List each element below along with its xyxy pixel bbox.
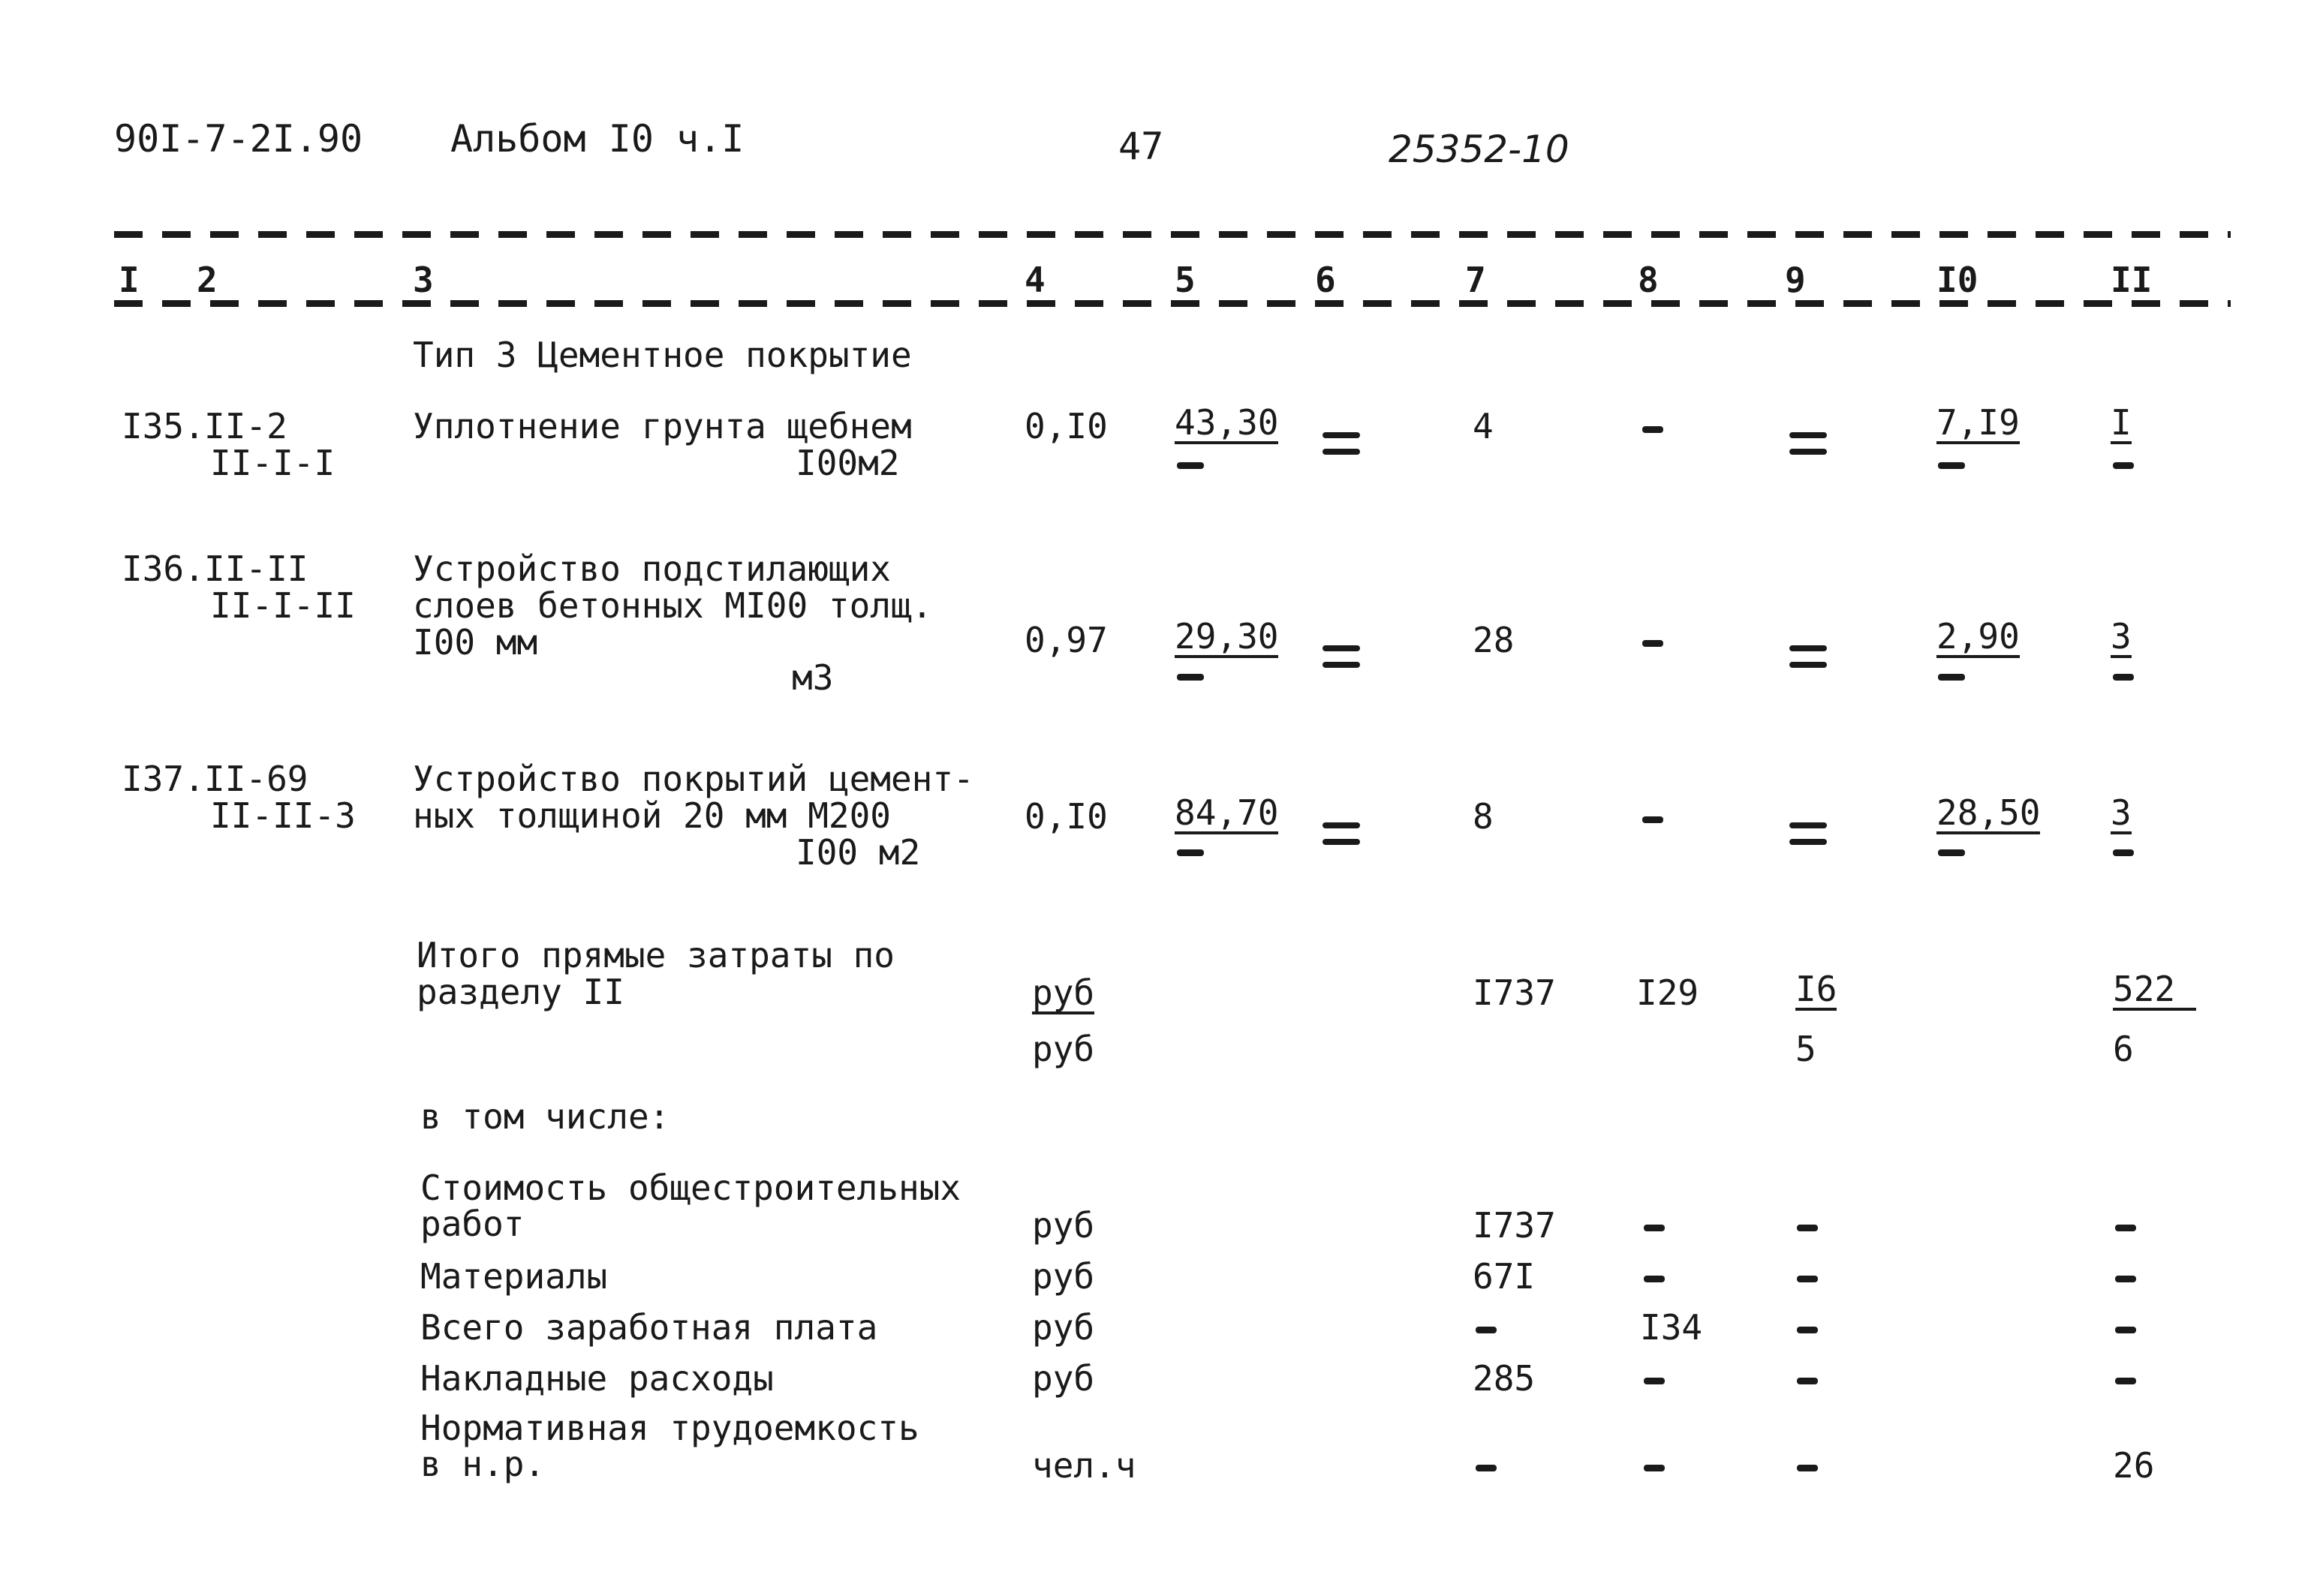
- work-description-line: ных толщиной 20 мм М200: [413, 795, 891, 836]
- quantity: 0,I0: [1025, 796, 1108, 837]
- total-col-11: 522: [2113, 972, 2196, 1011]
- breakdown-col-11: 26: [2113, 1445, 2155, 1486]
- dash-mark: [1797, 1465, 1818, 1471]
- total-unit-secondary: руб: [1032, 1029, 1095, 1069]
- col-5-label: 5: [1175, 260, 1196, 300]
- total-col-8: I29: [1636, 972, 1699, 1013]
- col-1-label: I: [119, 260, 140, 300]
- total-col-9-secondary: 5: [1795, 1029, 1816, 1069]
- row-number: I36.: [122, 549, 205, 589]
- dash-mark: [1642, 426, 1663, 433]
- col-7-label: 7: [1465, 260, 1486, 300]
- col-11-value: 3: [2111, 792, 2132, 833]
- unit-price: 84,70: [1175, 792, 1279, 833]
- dash-mark: [2113, 462, 2134, 469]
- total-label-line: разделу II: [417, 972, 624, 1012]
- total-label: Итого прямые затраты по: [417, 935, 895, 975]
- norm-code: II-II: [204, 549, 308, 589]
- dash-mark: [2115, 1327, 2136, 1333]
- norm-code-secondary: II-I-I: [210, 443, 336, 483]
- norm-code-secondary: II-I-II: [210, 585, 356, 626]
- dash-mark: [2115, 1225, 2136, 1231]
- ditto-mark: [1789, 642, 1827, 672]
- col-10-value: 2,90: [1936, 616, 2020, 657]
- col-10-label: I0: [1936, 260, 1979, 300]
- ditto-mark: [1789, 429, 1827, 459]
- col-7-value: 28: [1473, 620, 1515, 660]
- dash-mark: [1177, 674, 1204, 681]
- dash-mark: [2113, 849, 2134, 856]
- work-description-line: слоев бетонных МI00 толщ.: [413, 585, 933, 626]
- col-4-label: 4: [1025, 260, 1046, 300]
- dash-mark: [1797, 1378, 1818, 1384]
- album-label: Альбом I0 ч.I: [450, 117, 745, 161]
- quantity: 0,I0: [1025, 406, 1108, 446]
- ditto-mark: [1323, 429, 1360, 459]
- dash-mark: [1177, 462, 1204, 469]
- work-description: Уплотнение грунта щебнем: [413, 406, 912, 446]
- dash-mark: [1938, 462, 1965, 469]
- breakdown-label: Накладные расходы: [420, 1358, 774, 1399]
- norm-code: II-2: [204, 406, 287, 446]
- ditto-mark: [1789, 819, 1827, 849]
- col-7-value: 4: [1473, 406, 1494, 446]
- handwritten-code: 25352-10: [1389, 128, 1569, 171]
- header-dashed-rule: [114, 300, 2231, 307]
- norm-code-secondary: II-II-3: [210, 795, 356, 836]
- document-code: 90I-7-2I.90: [114, 117, 363, 161]
- col-8-label: 8: [1638, 260, 1659, 300]
- breakdown-unit: руб: [1032, 1358, 1095, 1399]
- norm-code: II-69: [204, 759, 308, 799]
- total-col-11-secondary: 6: [2113, 1029, 2134, 1069]
- ditto-mark: [1323, 642, 1360, 672]
- section-title: Тип 3 Цементное покрытие: [413, 335, 912, 375]
- breakdown-label-line: в н.р.: [420, 1444, 546, 1484]
- col-11-label: II: [2111, 260, 2153, 300]
- row-number: I35.: [122, 406, 205, 446]
- dash-mark: [2115, 1378, 2136, 1384]
- unit-of-measure: I00 м2: [796, 832, 921, 873]
- col-6-label: 6: [1315, 260, 1336, 300]
- breakdown-col-7: I737: [1473, 1205, 1556, 1246]
- dash-mark: [1644, 1276, 1665, 1282]
- col-10-value: 7,I9: [1936, 402, 2020, 443]
- dash-mark: [1476, 1465, 1497, 1471]
- dash-mark: [1938, 849, 1965, 856]
- col-2-label: 2: [197, 260, 218, 300]
- breakdown-unit: руб: [1032, 1307, 1095, 1348]
- row-number: I37.: [122, 759, 205, 799]
- dash-mark: [1642, 816, 1663, 823]
- page-number: 47: [1118, 125, 1164, 168]
- col-11-value: I: [2111, 402, 2132, 443]
- dash-mark: [2115, 1276, 2136, 1282]
- breakdown-label: Материалы: [420, 1256, 608, 1297]
- breakdown-label-line: работ: [420, 1204, 525, 1244]
- col-9-label: 9: [1785, 260, 1806, 300]
- unit-price: 43,30: [1175, 402, 1279, 443]
- col-10-value: 28,50: [1936, 792, 2041, 833]
- dash-mark: [1644, 1378, 1665, 1384]
- breakdown-label: Всего заработная плата: [420, 1307, 878, 1348]
- breakdown-label: Стоимость общестроительных: [420, 1168, 961, 1208]
- dash-mark: [1797, 1327, 1818, 1333]
- dash-mark: [1177, 849, 1204, 856]
- breakdown-unit: чел.ч: [1032, 1445, 1136, 1486]
- dash-mark: [1797, 1225, 1818, 1231]
- total-col-7: I737: [1473, 972, 1556, 1013]
- col-11-value: 3: [2111, 616, 2132, 657]
- breakdown-col-7: 67I: [1473, 1256, 1536, 1297]
- breakdown-col-7: 285: [1473, 1358, 1536, 1399]
- work-description: Устройство покрытий цемент-: [413, 759, 974, 799]
- unit-of-measure: м3: [792, 657, 834, 698]
- work-description: Устройство подстилающих: [413, 549, 891, 589]
- unit-of-measure: I00м2: [796, 443, 900, 483]
- dash-mark: [2113, 674, 2134, 681]
- unit-price: 29,30: [1175, 616, 1279, 657]
- dash-mark: [1938, 674, 1965, 681]
- col-3-label: 3: [413, 260, 434, 300]
- work-description-line: I00 мм: [413, 622, 538, 663]
- ditto-mark: [1323, 819, 1360, 849]
- breakdown-unit: руб: [1032, 1256, 1095, 1297]
- breakdown-col-8: I34: [1640, 1307, 1703, 1348]
- including-label: в том числе:: [420, 1096, 670, 1137]
- top-dashed-rule: [114, 231, 2231, 238]
- dash-mark: [1797, 1276, 1818, 1282]
- total-col-9: I6: [1795, 969, 1837, 1009]
- breakdown-label: Нормативная трудоемкость: [420, 1408, 919, 1448]
- quantity: 0,97: [1025, 620, 1108, 660]
- dash-mark: [1644, 1225, 1665, 1231]
- breakdown-unit: руб: [1032, 1205, 1095, 1246]
- total-unit: руб: [1032, 972, 1095, 1013]
- dash-mark: [1476, 1327, 1497, 1333]
- dash-mark: [1644, 1465, 1665, 1471]
- col-7-value: 8: [1473, 796, 1494, 837]
- dash-mark: [1642, 640, 1663, 647]
